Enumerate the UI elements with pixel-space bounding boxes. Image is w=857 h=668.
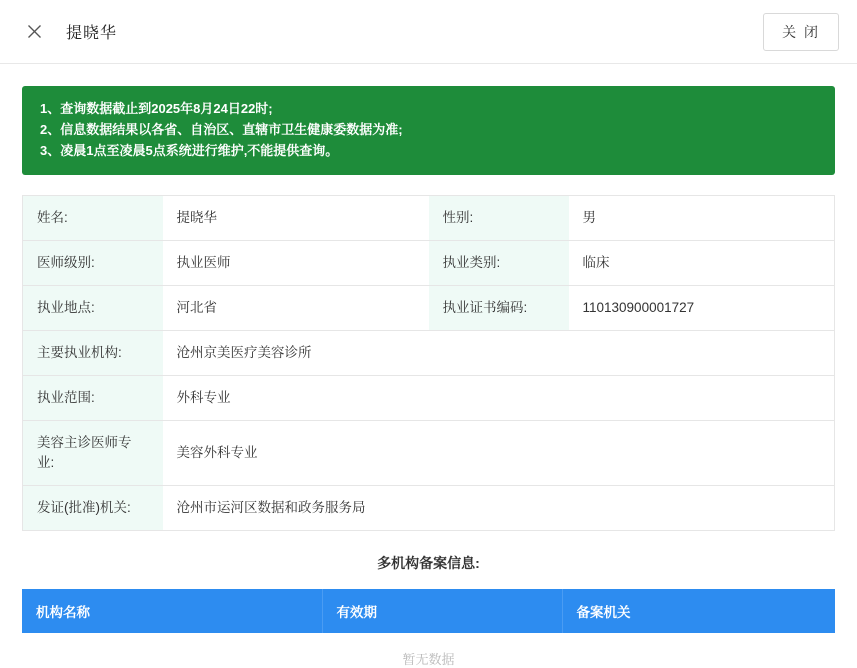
field-label-gender: 性别: (429, 196, 569, 241)
multi-institution-record-table (22, 589, 835, 668)
notice-banner (22, 86, 835, 175)
table-row (23, 486, 835, 531)
field-label-doctor-level: 医师级别: (23, 241, 163, 286)
close-x-icon[interactable] (22, 20, 46, 44)
field-label-practice-scope: 执业范围: (23, 376, 163, 421)
field-label-issuing-authority: 发证(批准)机关: (23, 486, 163, 531)
field-label-practice-location: 执业地点: (23, 286, 163, 331)
field-label-name: 姓名: (23, 196, 163, 241)
field-value-main-institution: 沧州京美医疗美容诊所 (163, 331, 835, 376)
column-header-validity: 有效期 (322, 589, 562, 633)
page-header (0, 0, 857, 64)
table-header-row (22, 589, 835, 633)
page-title: 提晓华 (66, 25, 118, 42)
field-value-issuing-authority: 沧州市运河区数据和政务服务局 (163, 486, 835, 531)
table-row (23, 421, 835, 486)
field-value-practice-category: 临床 (569, 241, 835, 286)
field-label-license-number: 执业证书编码: (429, 286, 569, 331)
notice-line-3: 3、凌晨1点至凌晨5点系统进行维护,不能提供查询。 (40, 143, 339, 158)
field-label-practice-category: 执业类别: (429, 241, 569, 286)
field-value-practice-location: 河北省 (163, 286, 429, 331)
table-row (23, 376, 835, 421)
page-body (0, 64, 857, 668)
close-button[interactable]: 关 闭 (763, 13, 839, 51)
field-value-practice-scope: 外科专业 (163, 376, 835, 421)
notice-line-1: 1、查询数据截止到2025年8月24日22时; (40, 101, 273, 116)
field-label-main-institution: 主要执业机构: (23, 331, 163, 376)
empty-state-text: 暂无数据 (22, 633, 835, 668)
doctor-info-table (22, 195, 835, 531)
column-header-record-authority: 备案机关 (562, 589, 835, 633)
table-row (23, 286, 835, 331)
table-row (23, 196, 835, 241)
field-value-doctor-level: 执业医师 (163, 241, 429, 286)
field-value-gender: 男 (569, 196, 835, 241)
table-row (23, 331, 835, 376)
field-value-name: 提晓华 (163, 196, 429, 241)
records-section-title: 多机构备案信息: (377, 555, 480, 571)
field-label-cosmetic-specialty: 美容主诊医师专业: (23, 421, 163, 486)
table-row (22, 633, 835, 668)
table-row (23, 241, 835, 286)
field-value-cosmetic-specialty: 美容外科专业 (163, 421, 835, 486)
field-value-license-number: 110130900001727 (569, 286, 835, 331)
notice-line-2: 2、信息数据结果以各省、自治区、直辖市卫生健康委数据为准; (40, 122, 403, 137)
column-header-institution-name: 机构名称 (22, 589, 322, 633)
